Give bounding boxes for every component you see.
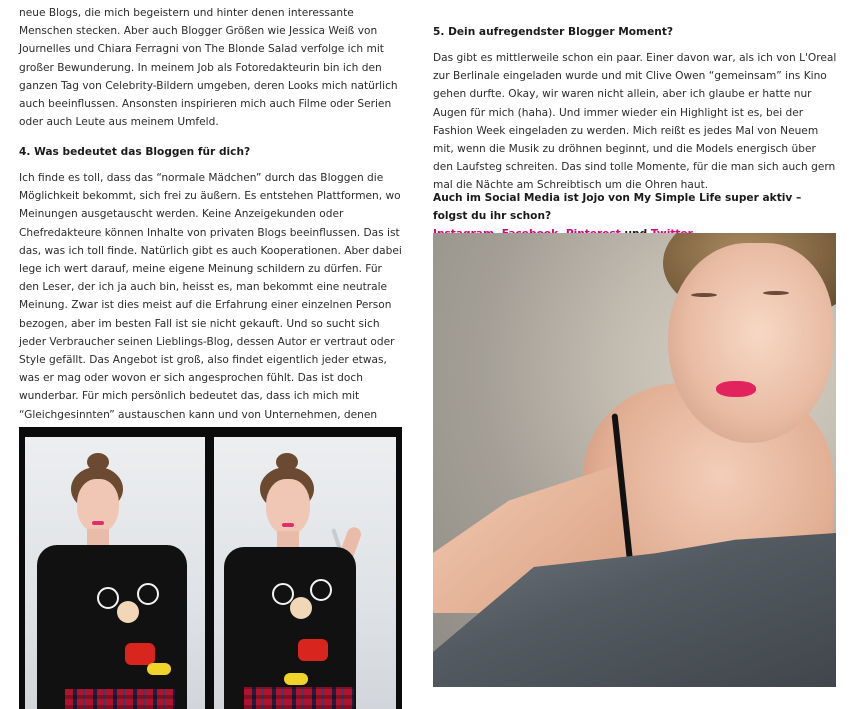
- question-4-heading: 4. Was bedeutet das Bloggen für dich?: [19, 146, 251, 158]
- intro-paragraph: neue Blogs, die mich begeistern und hinter denen interessante Menschen stecken. Aber auch Blogger Größen wie Jessica Weiß von Journelles und Chiara Ferragni von The Blonde Salad verfolge ich mit großer Bewunderung. In meinem Job als Fotoredakteurin bin ich den ganzen Tag von Celebrity-Bildern umgeben, deren Looks mich natürlich auch beeinflussen. Ansonsten inspirieren mich auch Filme oder Serien oder auch Leute aus meinem Umfeld.: [19, 7, 398, 129]
- outfit-photo: [19, 427, 402, 709]
- portrait-photo: [433, 233, 836, 687]
- outfit-photo-panel-left: [25, 437, 205, 709]
- outfit-photo-panel-right: [214, 437, 396, 709]
- social-question: Auch im Social Media ist Jojo von My Simple Life super aktiv – folgst du ihr schon?: [433, 192, 802, 222]
- answer-4-paragraph: Ich finde es toll, dass das “normale Mädchen” durch das Bloggen die Möglichkeit bekommt, sich frei zu äußern. Es entstehen Plattformen, wo Meinungen ausgetauscht werden. Keine Anzeigekunden oder Chefredakteure können Inhalte von privaten Blogs beeinflussen. Das ist das, was ich toll finde. Natürlich gibt es auch Kooperationen. Aber dabei lege ich wert darauf, meine eigene Meinung schildern zu dürfen. Für den Leser, der ich ja auch bin, heisst es, man bekommt eine neutrale Meinung. Zwar ist dies meist auf die Erfahrung einer einzelnen Person bezogen, aber im besten Fall ist sie nicht gekauft. Und so sucht sich jeder Verbraucher seinen Lieblings-Blog, dessen Autor er vertraut oder Style gefällt. Das Angebot ist groß, also findet eigentlich jeder etwas, was er mag oder wovon er sich angesprochen fühlt. Das ist doch wunderbar. Für mich persönlich bedeutet das, dass ich mich mit “Gleichgesinnten” austauschen kann und von Unternehmen, denen: [19, 172, 402, 421]
- answer-5-paragraph: Das gibt es mittlerweile schon ein paar. Einer davon war, als ich von L'Oreal zur Berlinale eingeladen wurde und mit Clive Owen “gemeinsam” ins Kino gehen durfte. Okay, wir waren nicht allein, aber ich glaube er hatte nur Augen für mich (haha). Und immer wieder ein Highlight ist es, bei der Fashion Week eingeladen zu werden. Mich reißt es jedes Mal von Neuem mit, wenn die Musik zu dröhnen beginnt, und die Models energisch über den Laufsteg schreiten. Das sind tolle Momente, für die man sich auch gern mal die Nächte am Schreibtisch um die Ohren haut.: [433, 52, 837, 192]
- question-5-heading: 5. Dein aufregendster Blogger Moment?: [433, 26, 674, 38]
